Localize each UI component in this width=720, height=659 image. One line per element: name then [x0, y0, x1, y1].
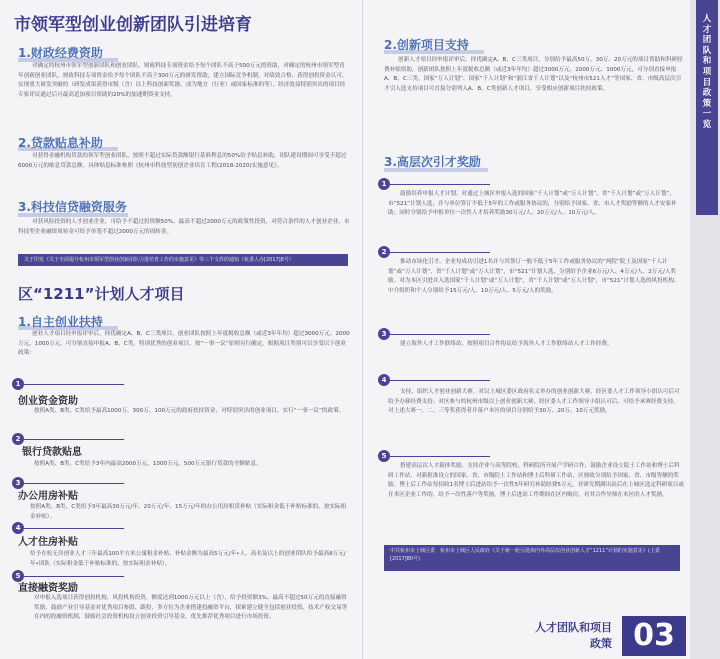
item-number: 1 — [12, 378, 24, 390]
item-body: 按照A类、B类、C类给予3年最高30万元/年、20万元/年、15万元/年的办公用房租赁补贴（实际租金低于补贴标准的，按实际租金补贴）。 — [30, 504, 347, 520]
item-body: 按照A类、B类、C类给予3年内最高2000万元、1000万元、500万元银行贷款的全额贴息。 — [34, 461, 262, 467]
source-note: 关于印发《关于全面提升杭州市领军型创业创新团队引进培育工作的实施意见》等三个文件的通知（杭委人办[2017]8号） — [18, 254, 348, 266]
section-body-4: 创业人才项目经申报评审后，择优确定A、B、C三类项目，创业团队按照上年度税收总额（或近3年年均）超过3000万元、2000万元、1000万元，可分别直接申报A、B、C类。特别优秀的创业项目，按“一事一议”原则另行确定。根据项目类别可以享受以下创业政策： — [18, 331, 350, 357]
item-number: 5 — [12, 570, 24, 582]
item-rule — [24, 439, 124, 440]
section-body-2: 对获得金融机构贷款的领军型创业团队，按照不超过实际贷款额银行基准利息的50%给予贴息补助，团队建设期间可享受不超过6000万元的贴息贷款总额。具体贴息标准参照《杭州市科技型初创企业培育工程(2018-2020)实施意见》。 — [18, 153, 347, 169]
section-title-5: 2.创新项目支持 — [384, 38, 469, 52]
section-body-5: 创新人才项目经申报评审后，择优确定A、B、C三类项目，分别给予最高50万、30万、20万元的项目资助和科研经费补贴资助。创新团队按照上年度税收总额（或近3年年均）超过3000万元、2000万元、1000万元，可分别直接申报A、B、C三类。国家“万人计划”、国家“千人计划”和“浙江省千人计划”以及“杭州市521人才”等国家、省、市级高层次引才引人选支持项目可直接分别列入A、B、C类创新人才项目，享受相应创新项目扶持政策。 — [384, 57, 683, 92]
item-rule — [24, 576, 124, 577]
item-body: 鼓励培养申报人才计划。对通过上城区申报入选的国家“千人计划”或“万人计划”、省“千人计划”或“万人计划”、市“521”计划人选，并与单位签订不低于5年的工作或服务协议的，分别给予国家、省、市人才奖励等额的人才安家补助；同时分别给予申报单位一次性人才培养奖励30万元/人、20万元/人、10万元/人。 — [388, 191, 677, 217]
item-number: 4 — [12, 522, 24, 534]
item-body: 搭建高层次人才载体奖励。支持企业与高等院校、科研院所开展产学研合作，鼓励企业设立院士工作站和博士后科研工作站，对新批准设立的国家、省、市级院士工作站和博士后科研工作站，区财政分别给予国家、省、市级等额的奖励。博士后工作站每招收1名博士后进站给予一次性5年研究补助经费5万元，对研究期满出站后在上城区选定科研项目或在本区企业工作的，给予一次性落户等奖励。博士后进站工作期间在区内购房，对其合作导师在本区的人才奖励。 — [388, 463, 684, 498]
item-number: 3 — [378, 328, 390, 340]
program-title: 区“1211”计划人才项目 — [18, 285, 185, 303]
column-divider — [362, 0, 363, 659]
item-rule — [390, 184, 490, 185]
item-rule — [390, 252, 490, 253]
section-body-3: 对获风险投资的人才创业企业，可给予不超过投资额50%、最高不超过2000万元的政策性投资，对符合条件的人才创业企业，市科技型企业融资周转金可给予单笔不超过2000万元的周转金。 — [18, 219, 350, 235]
source-note: 中共杭州市上城区委 杭州市上城区人民政府《关于新一轮引进海内外高层次创业创新人才“1211”计划的实施意见》(上委[2017]80号) — [384, 545, 680, 571]
item-number: 4 — [378, 374, 390, 386]
item-number: 5 — [378, 450, 390, 462]
item-body: 按照A类、B类、C类给予最高1000万、300万、100万元的政府扶持资金，对特别突出的创业项目，实行“一事一议”的政策。 — [34, 408, 345, 414]
section-title-1: 1.财政经费资助 — [18, 46, 103, 60]
item-title: 人才住房补贴 — [18, 537, 78, 548]
item-number: 2 — [378, 246, 390, 258]
item-rule — [24, 483, 124, 484]
item-body: 建立海外人才工作联络站。按照项目合作协议给予海外人才工作联络站人才工作经费。 — [400, 341, 613, 347]
item-rule — [390, 456, 490, 457]
page-number: 03 — [622, 616, 686, 656]
item-rule — [390, 334, 490, 335]
side-tab — [690, 0, 720, 659]
main-title: 市领军型创业创新团队引进培育 — [14, 15, 252, 35]
section-body-1: 对确定的杭州市领军型创新团队和创业团队，财政科技专项资金给予每个团队不高于500万元的资助，对确定的杭州市领军型青年创新创业团队，财政科技专项资金给予每个团队不高于300万元的研发资助，建立国际竞争机制，对绩效合格、获得创投资金认可、实现重大研发突破的（研发成果获得市级（含）以上科技创新奖励、成为地方（行业）或国家标准的等），经济效益特别突出的项目经专家评议通过后可最高追加项目资助的20%的加速期资金支持。 — [18, 63, 348, 98]
item-rule — [24, 528, 124, 529]
item-body: 对申报入选项目获得创投机构、风投机构投资，额度达到1000万元以上（含），给予投资额3%、最高不超过50万元的直接融资奖励。鼓励产业引导基金对优秀项目参股、跟投，多方位为企业搭建投融资平台，探索建立健全包括创业投资、技术产权交易等在内的投融资机制，鼓励社会投资机构设立创业投资引导基金，优先推荐优秀项目进行市场投资。 — [34, 595, 348, 621]
footer-title — [500, 620, 612, 652]
item-body: 支持、组织人才创业创新大赛。对以上城区委区政府名义举办的创业创新大赛，经区委人才工作领导小组认可后可给予办赛经费支持；对区参与的杭州市级以上创业创新大赛，经区委人才工作领导小组认可后，可给予承赛经费支持。对上述大赛一、二、三等奖获得者并落户本区的项目分别给予30万、20万、10万元奖励。 — [388, 389, 680, 415]
item-number: 1 — [378, 178, 390, 190]
item-rule — [390, 380, 490, 381]
item-body: 给予在杭无房创业人才三年最高100平方米公寓租金补贴，补贴金额为最高5万元/年•人，高名及以上的创业团队给予最高8万元/年•团队（实际租金低于补贴标准的，按实际租金补贴）。 — [30, 551, 346, 567]
item-rule — [24, 384, 124, 385]
section-title-2: 2.贷款贴息补助 — [18, 136, 103, 150]
item-number: 2 — [12, 433, 24, 445]
item-title: 银行贷款贴息 — [22, 447, 82, 458]
section-title-3: 3.科技信贷融资服务 — [18, 200, 127, 214]
item-title: 直接融资奖励 — [18, 583, 78, 594]
section-title-6: 3.高层次引才奖励 — [384, 155, 481, 169]
item-body: 推动市场化引才。企业每成功引进1名并与其签订一般不低于5年工作或服务协议的“两院”院士及国家“千人计划”或“万人计划”，省“千人计划”或“万人计划”，市“521”计划人选，分别给予企业6万元/人、4万元/人、2万元/人奖励。对为本区引进并入选国家“千人计划”或“万人计划”，省“千人计划”或“万人计划”，市“521”计划人选的风投机构、中介组织和个人分别给予15万元/人、10万元/人、5万元/人的奖励。 — [388, 259, 680, 294]
item-number: 3 — [12, 477, 24, 489]
item-title: 办公用房补贴 — [18, 491, 78, 502]
item-title: 创业资金资助 — [18, 396, 78, 407]
footer-line-2: 政策 — [590, 637, 612, 650]
section-title-4: 1.自主创业扶持 — [18, 315, 103, 329]
footer-line-1: 人才团队和项目 — [535, 621, 612, 634]
side-tab-label: 人才团队和项目政策一览 — [702, 14, 712, 130]
